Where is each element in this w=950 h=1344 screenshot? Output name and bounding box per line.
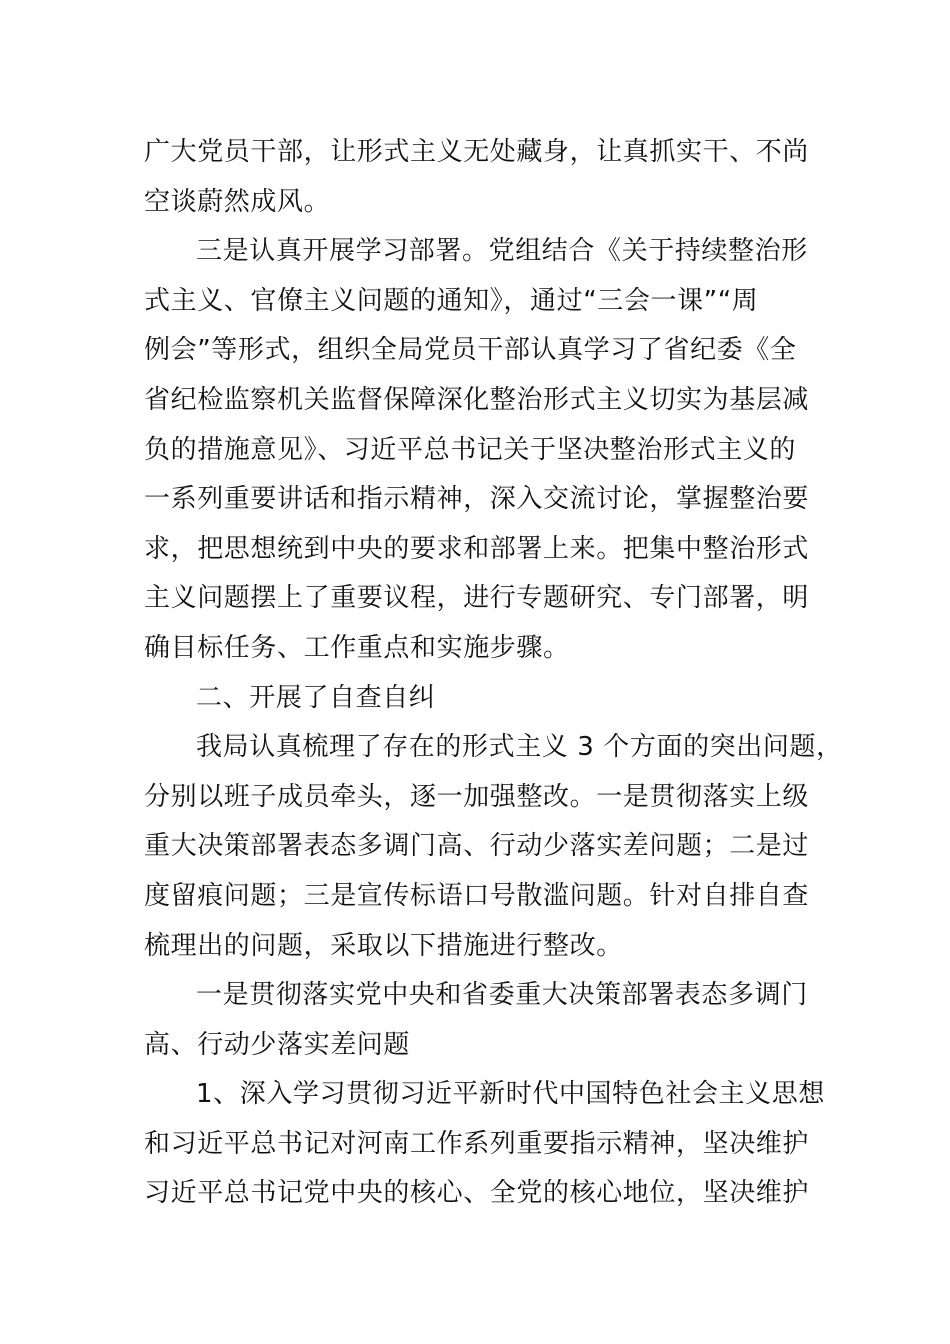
paragraph-item-one <box>144 1070 844 1219</box>
text-line: 空谈蔚然成风。 <box>144 186 331 217</box>
text-line: 重大决策部署表态多调门高、行动少落实差问题；二是过 <box>144 831 810 862</box>
text-line: 广大党员干部，让形式主义无处藏身，让真抓实干、不尚 <box>144 137 810 167</box>
text-line: 1、深入学习贯彻习近平新时代中国特色社会主义思想 <box>196 1079 825 1110</box>
document-body <box>144 128 844 1219</box>
paragraph-continuation <box>144 128 844 227</box>
text-line: 求，把思想统到中央的要求和部署上来。把集中整治形式 <box>144 533 810 564</box>
paragraph-study-deployment <box>144 227 844 673</box>
text-line: 省纪检监察机关监督保障深化整治形式主义切实为基层减 <box>144 384 810 415</box>
subheading-issue-one <box>144 971 844 1070</box>
text-line: 负的措施意见》、习近平总书记关于坚决整治形式主义的 <box>144 434 797 465</box>
text-line: 梳理出的问题，采取以下措施进行整改。 <box>144 930 623 961</box>
text-line: 分别以班子成员牵头，逐一加强整改。一是贯彻落实上级 <box>144 781 810 812</box>
text-line: 确目标任务、工作重点和实施步骤。 <box>144 632 570 663</box>
text-line: 主义问题摆上了重要议程，进行专题研究、专门部署，明 <box>144 583 810 614</box>
text-line: 二、开展了自查自纠 <box>196 682 436 713</box>
text-line: 例会”等形式，组织全局党员干部认真学习了省纪委《全 <box>144 335 797 366</box>
text-line: 式主义、官僚主义问题的通知》，通过“三会一课”“周 <box>144 285 759 316</box>
section-heading <box>144 674 844 724</box>
text-line: 我局认真梳理了存在的形式主义 3 个方面的突出问题， <box>196 732 843 763</box>
text-line: 一是贯彻落实党中央和省委重大决策部署表态多调门 <box>196 980 808 1011</box>
text-line: 高、行动少落实差问题 <box>144 1029 411 1060</box>
text-line: 一系列重要讲话和指示精神，深入交流讨论，掌握整治要 <box>144 484 810 515</box>
paragraph-self-check <box>144 723 844 971</box>
text-line: 度留痕问题；三是宣传标语口号散滥问题。针对自排自查 <box>144 880 810 911</box>
text-line: 和习近平总书记对河南工作系列重要指示精神，坚决维护 <box>144 1128 810 1159</box>
text-line: 三是认真开展学习部署。党组结合《关于持续整治形 <box>196 236 808 267</box>
text-line: 习近平总书记党中央的核心、全党的核心地位，坚决维护 <box>144 1178 810 1209</box>
